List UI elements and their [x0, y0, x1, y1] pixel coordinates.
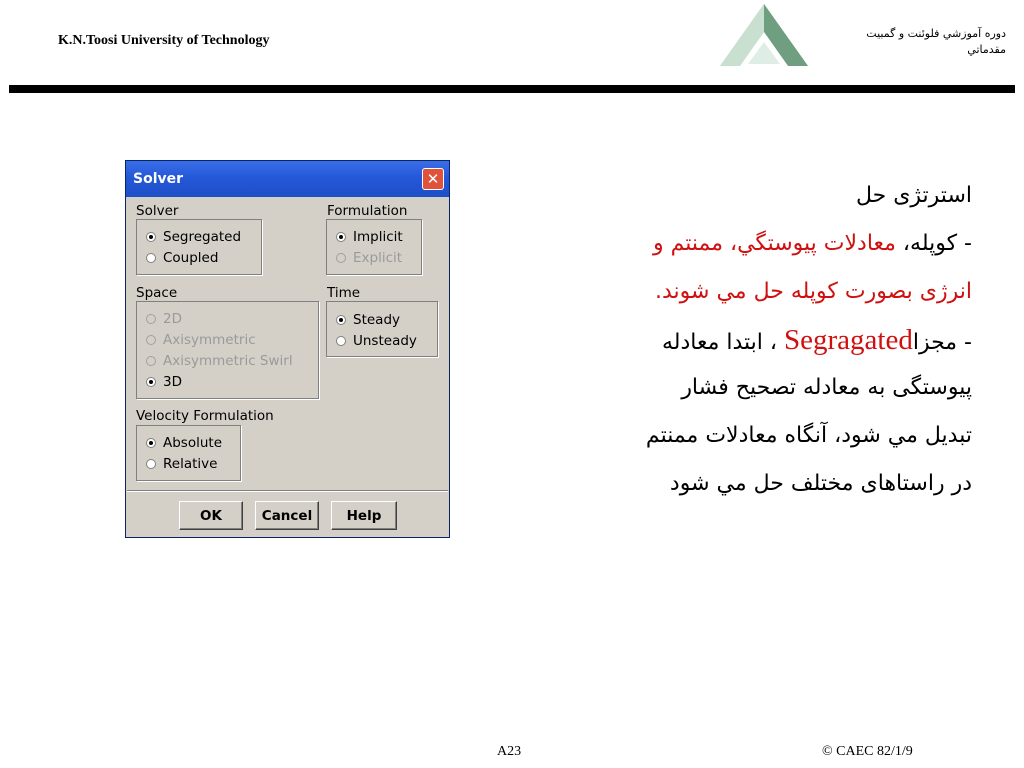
radio-selected-icon — [146, 232, 156, 242]
text-prefix: - مجزا — [912, 330, 972, 355]
radio-steady[interactable] — [336, 311, 400, 329]
button-separator — [127, 490, 448, 492]
text-line-3: انرژی بصورت کوپله حل مي شوند. — [655, 279, 972, 304]
text-line-2 — [452, 220, 972, 268]
slide-heading: استرتژی حل — [855, 183, 972, 208]
radio-label: 2D — [163, 311, 182, 327]
text-line-4 — [452, 316, 972, 364]
formulation-group-label: Formulation — [327, 203, 408, 219]
radio-absolute[interactable] — [146, 434, 222, 452]
radio-empty-icon — [146, 314, 156, 324]
radio-label: Absolute — [163, 435, 223, 451]
radio-implicit[interactable] — [336, 228, 403, 246]
radio-empty-icon — [146, 356, 156, 366]
radio-label: Steady — [353, 312, 400, 328]
text-prefix: - کوپله، — [902, 231, 972, 256]
radio-label: Implicit — [353, 229, 403, 245]
radio-label: Relative — [163, 456, 218, 472]
radio-empty-icon — [336, 336, 346, 346]
time-group-label: Time — [327, 285, 361, 301]
help-button[interactable]: Help — [331, 501, 397, 530]
radio-selected-icon — [146, 377, 156, 387]
radio-relative[interactable] — [146, 455, 217, 473]
radio-explicit — [336, 249, 402, 267]
ok-button[interactable]: OK — [179, 501, 243, 530]
radio-segregated[interactable] — [146, 228, 241, 246]
radio-selected-icon — [336, 232, 346, 242]
radio-3d[interactable] — [146, 373, 182, 391]
close-icon: ✕ — [426, 170, 440, 188]
dialog-titlebar[interactable] — [126, 161, 449, 197]
radio-2d — [146, 310, 182, 328]
radio-selected-icon — [336, 315, 346, 325]
header-rule — [9, 85, 1015, 93]
copyright-notice: © CAEC 82/1/9 — [822, 744, 913, 759]
radio-label: Coupled — [163, 250, 219, 266]
text-line-7: در راستاهای مختلف حل مي شود — [669, 471, 972, 496]
radio-axisymmetric-swirl — [146, 352, 293, 370]
radio-label: Axisymmetric Swirl — [163, 353, 293, 369]
course-title — [786, 26, 1006, 58]
radio-label: 3D — [163, 374, 182, 390]
radio-label: Axisymmetric — [163, 332, 256, 348]
solver-group-label: Solver — [136, 203, 179, 219]
dialog-title: Solver — [133, 171, 184, 187]
text-line-6: تبديل مي شود، آنگاه معادلات ممنتم — [645, 423, 972, 448]
space-group-label: Space — [136, 285, 178, 301]
course-title-line2: مقدماتي — [967, 43, 1006, 56]
slide-text — [452, 172, 972, 508]
text-line-5: پيوستگی به معادله تصحيح فشار — [681, 375, 972, 400]
radio-label: Unsteady — [353, 333, 417, 349]
radio-label: Segregated — [163, 229, 242, 245]
text-red: معادلات پيوستگي، ممنتم و — [652, 231, 903, 256]
radio-selected-icon — [146, 438, 156, 448]
radio-empty-icon — [146, 335, 156, 345]
close-button[interactable] — [422, 168, 444, 190]
velocity-group-label: Velocity Formulation — [136, 408, 274, 424]
solver-dialog — [125, 160, 450, 538]
segregated-term: Segragated — [783, 324, 913, 356]
slide-number: A23 — [497, 744, 522, 759]
radio-coupled[interactable] — [146, 249, 218, 267]
radio-empty-icon — [146, 253, 156, 263]
radio-empty-icon — [336, 253, 346, 263]
radio-unsteady[interactable] — [336, 332, 417, 350]
text-suffix: ، ابتدا معادله — [661, 330, 784, 355]
radio-axisymmetric — [146, 331, 256, 349]
radio-empty-icon — [146, 459, 156, 469]
cancel-button[interactable]: Cancel — [255, 501, 319, 530]
university-name: K.N.Toosi University of Technology — [58, 33, 270, 48]
course-title-line1: دوره آموزشي فلوئنت و گمبيت — [866, 27, 1006, 40]
radio-label: Explicit — [353, 250, 403, 266]
